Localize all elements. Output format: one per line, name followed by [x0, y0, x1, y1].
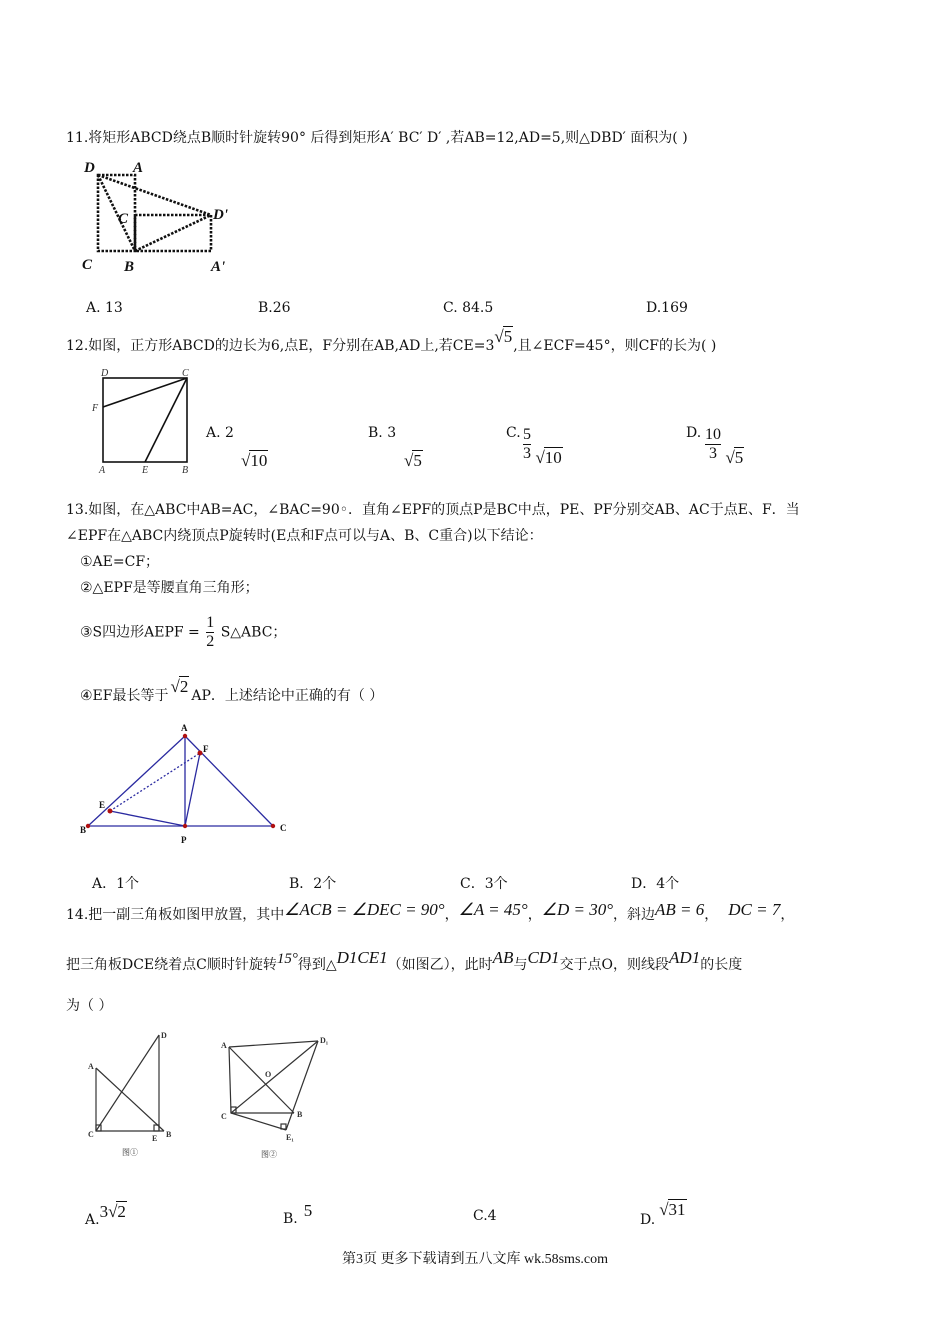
q12-option-b-sqrt: √5	[404, 451, 422, 470]
q13-option-d[interactable]: D．4个	[631, 876, 680, 892]
q13-label-C: C	[280, 823, 287, 833]
q14-fig2-label-B: B	[297, 1110, 303, 1119]
q13-label-A: A	[181, 723, 188, 733]
q14-line2: 把三角板DCE绕着点C顺时针旋转15°得到△D1CE1（如图乙），此时AB与CD1交于点O，则线段AD1的长度	[66, 948, 743, 973]
q14-fig1-caption: 图①	[122, 1148, 138, 1157]
q12-option-b[interactable]: B. 3	[368, 425, 397, 441]
q14-figure-1	[82, 1027, 182, 1162]
q14-fig2-label-E1: E₁	[286, 1133, 294, 1142]
q13-label-E: E	[99, 800, 106, 810]
q13-line1: 13.如图，在△ABC中AB=AC，∠BAC=90◦．直角∠EPF的顶点P是BC中点，PE、PF分别交AB、AC于点E、F．当	[66, 502, 800, 518]
q13-item1: ①AE=CF；	[80, 554, 160, 570]
q11-option-c[interactable]: C. 84.5	[443, 300, 494, 316]
q11-label-Ap: A'	[211, 259, 226, 275]
q11-label-B: B	[124, 259, 135, 275]
q12-option-c[interactable]: C.	[506, 425, 521, 441]
q11-option-a[interactable]: A. 13	[86, 300, 123, 316]
q11-label-A: A	[133, 160, 144, 176]
q13-item2: ②△EPF是等腰直角三角形；	[80, 580, 259, 596]
q11-label-C: C	[82, 257, 93, 273]
q14-figure-2	[217, 1033, 342, 1163]
q12-option-a[interactable]: A. 2	[206, 425, 234, 441]
q14-fig2-caption: 图②	[261, 1150, 277, 1159]
q14-fig1-label-D: D	[161, 1031, 167, 1040]
q12-label-D: D	[101, 368, 109, 379]
q13-label-F: F	[203, 744, 209, 754]
q14-fig1-label-A: A	[88, 1062, 94, 1071]
q12-label-A: A	[99, 465, 106, 476]
q11-text: 11.将矩形ABCD绕点B顺时针旋转90° 后得到矩形A′ BC′ D′ ,若AB=12,AD=5,则△DBD′ 面积为( )	[66, 130, 688, 146]
q11-option-b[interactable]: B.26	[258, 300, 291, 316]
page-footer: 第3页 更多下载请到五八文库 wk.58sms.com	[342, 1252, 608, 1267]
q14-line1: 14.把一副三角板如图甲放置，其中∠ACB = ∠DEC = 90°，∠A = 45°，∠D = 30°，斜边AB = 6， DC = 7，	[66, 900, 795, 923]
q12-option-c-frac: $\frac{5}{3}$ √10	[523, 426, 562, 467]
q12-text: 12.如图，正方形ABCD的边长为6,点E，F分别在AB,AD上,若CE=3√5,且∠ECF=45°，则CF的长为( )	[66, 327, 717, 354]
q13-figure	[78, 722, 298, 848]
q14-fig2-label-C: C	[221, 1112, 227, 1121]
q13-item3: ③S四边形AEPF = $\frac{1}{2}$ S△ABC；	[80, 614, 287, 650]
q11-label-D: D	[84, 160, 95, 176]
q13-label-P: P	[181, 835, 187, 845]
q13-option-a[interactable]: A．1个	[92, 876, 140, 892]
q14-fig2-label-A: A	[221, 1041, 227, 1050]
q12-label-B: B	[182, 465, 189, 476]
q13-option-b[interactable]: B．2个	[289, 876, 337, 892]
q12-option-d[interactable]: D.	[686, 425, 702, 441]
q14-fig1-label-B: B	[166, 1130, 172, 1139]
q12-figure	[92, 366, 198, 478]
q12-label-F: F	[92, 403, 99, 414]
q11-figure	[78, 155, 248, 280]
q14-option-b[interactable]: B. 5	[283, 1201, 313, 1227]
q12-label-E: E	[142, 465, 149, 476]
q14-line3: 为（ ）	[66, 998, 113, 1014]
q13-label-B: B	[80, 825, 87, 835]
q14-fig2-label-D1: D₁	[320, 1036, 329, 1045]
q13-line2: ∠EPF在△ABC内绕顶点P旋转时(E点和F点可以与A、B、C重合)以下结论：	[66, 528, 543, 544]
q14-fig1-label-E: E	[152, 1134, 158, 1143]
q12-option-d-frac: $\frac{10}{3}$ √5	[705, 426, 744, 467]
q14-option-d[interactable]: D.√31	[640, 1200, 686, 1228]
q14-fig2-label-O: O	[265, 1070, 272, 1079]
q13-option-c[interactable]: C．3个	[460, 876, 508, 892]
q11-label-Dp: D'	[213, 207, 228, 223]
q14-fig1-label-C: C	[88, 1130, 94, 1139]
q11-label-C-mid: C	[118, 211, 129, 227]
q14-option-c[interactable]: C.4	[473, 1208, 497, 1224]
q14-option-a[interactable]: A.3√2	[85, 1202, 126, 1228]
q11-option-d[interactable]: D.169	[646, 300, 688, 316]
q12-label-C: C	[182, 368, 189, 379]
q12-option-a-sqrt: √10	[241, 451, 268, 470]
q13-item4: ④EF最长等于 √2 AP．上述结论中正确的有（ ）	[80, 677, 384, 704]
